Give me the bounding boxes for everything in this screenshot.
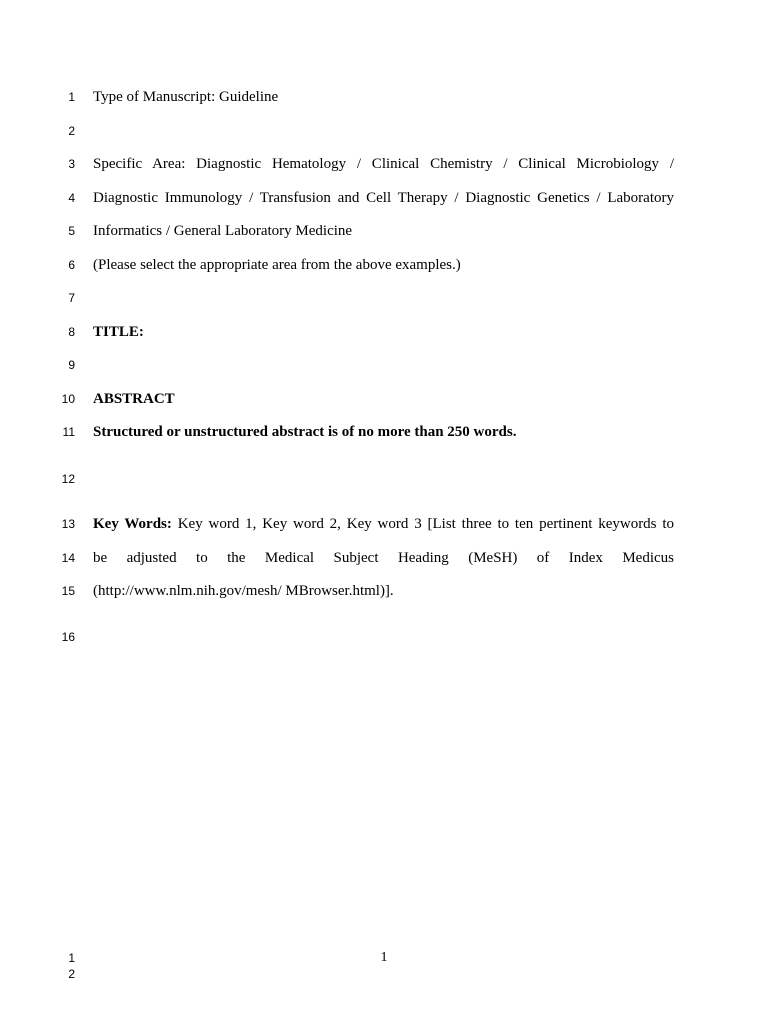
line-number: 9 bbox=[68, 358, 75, 372]
keywords-line: (http://www.nlm.nih.gov/mesh/ MBrowser.html)]. bbox=[93, 583, 394, 599]
line-number: 6 bbox=[68, 258, 75, 272]
line-number: 10 bbox=[61, 392, 75, 406]
line-number: 15 bbox=[61, 584, 75, 598]
title-label: TITLE: bbox=[93, 324, 144, 340]
specific-area-line: Informatics / General Laboratory Medicine bbox=[93, 223, 353, 239]
keywords-line: be adjusted to the Medical Subject Heading (MeSH) of Index Medicus bbox=[93, 550, 674, 566]
keywords-line bbox=[93, 515, 674, 533]
footer-margin-number: 2 bbox=[68, 967, 75, 981]
specific-area-line: Specific Area: Diagnostic Hematology / Clinical Chemistry / Clinical Microbiology / bbox=[93, 156, 674, 172]
page-number: 1 bbox=[380, 950, 388, 965]
abstract-heading: ABSTRACT bbox=[93, 391, 175, 407]
manuscript-type: Type of Manuscript: Guideline bbox=[93, 89, 279, 105]
line-number: 3 bbox=[68, 157, 75, 171]
keywords-text: Key word 1, Key word 2, Key word 3 [List three to ten pertinent keywords to bbox=[171, 516, 675, 532]
line-number: 11 bbox=[62, 425, 75, 439]
line-number: 8 bbox=[68, 325, 75, 339]
select-note: (Please select the appropriate area from the above examples.) bbox=[93, 257, 461, 273]
line-number: 1 bbox=[68, 90, 75, 104]
keywords-label: Key Words: bbox=[93, 516, 172, 532]
line-number: 4 bbox=[68, 191, 75, 205]
footer-margin-number: 1 bbox=[68, 951, 75, 965]
line-number: 5 bbox=[68, 224, 75, 238]
line-number: 12 bbox=[61, 472, 75, 486]
line-number: 7 bbox=[68, 291, 75, 305]
line-number: 13 bbox=[61, 517, 75, 531]
specific-area-line: Diagnostic Immunology / Transfusion and Cell Therapy / Diagnostic Genetics / Laboratory bbox=[93, 190, 674, 206]
line-number: 16 bbox=[61, 630, 75, 644]
line-number: 14 bbox=[61, 551, 75, 565]
abstract-instruction: Structured or unstructured abstract is of no more than 250 words. bbox=[93, 424, 517, 440]
line-number: 2 bbox=[68, 124, 75, 138]
